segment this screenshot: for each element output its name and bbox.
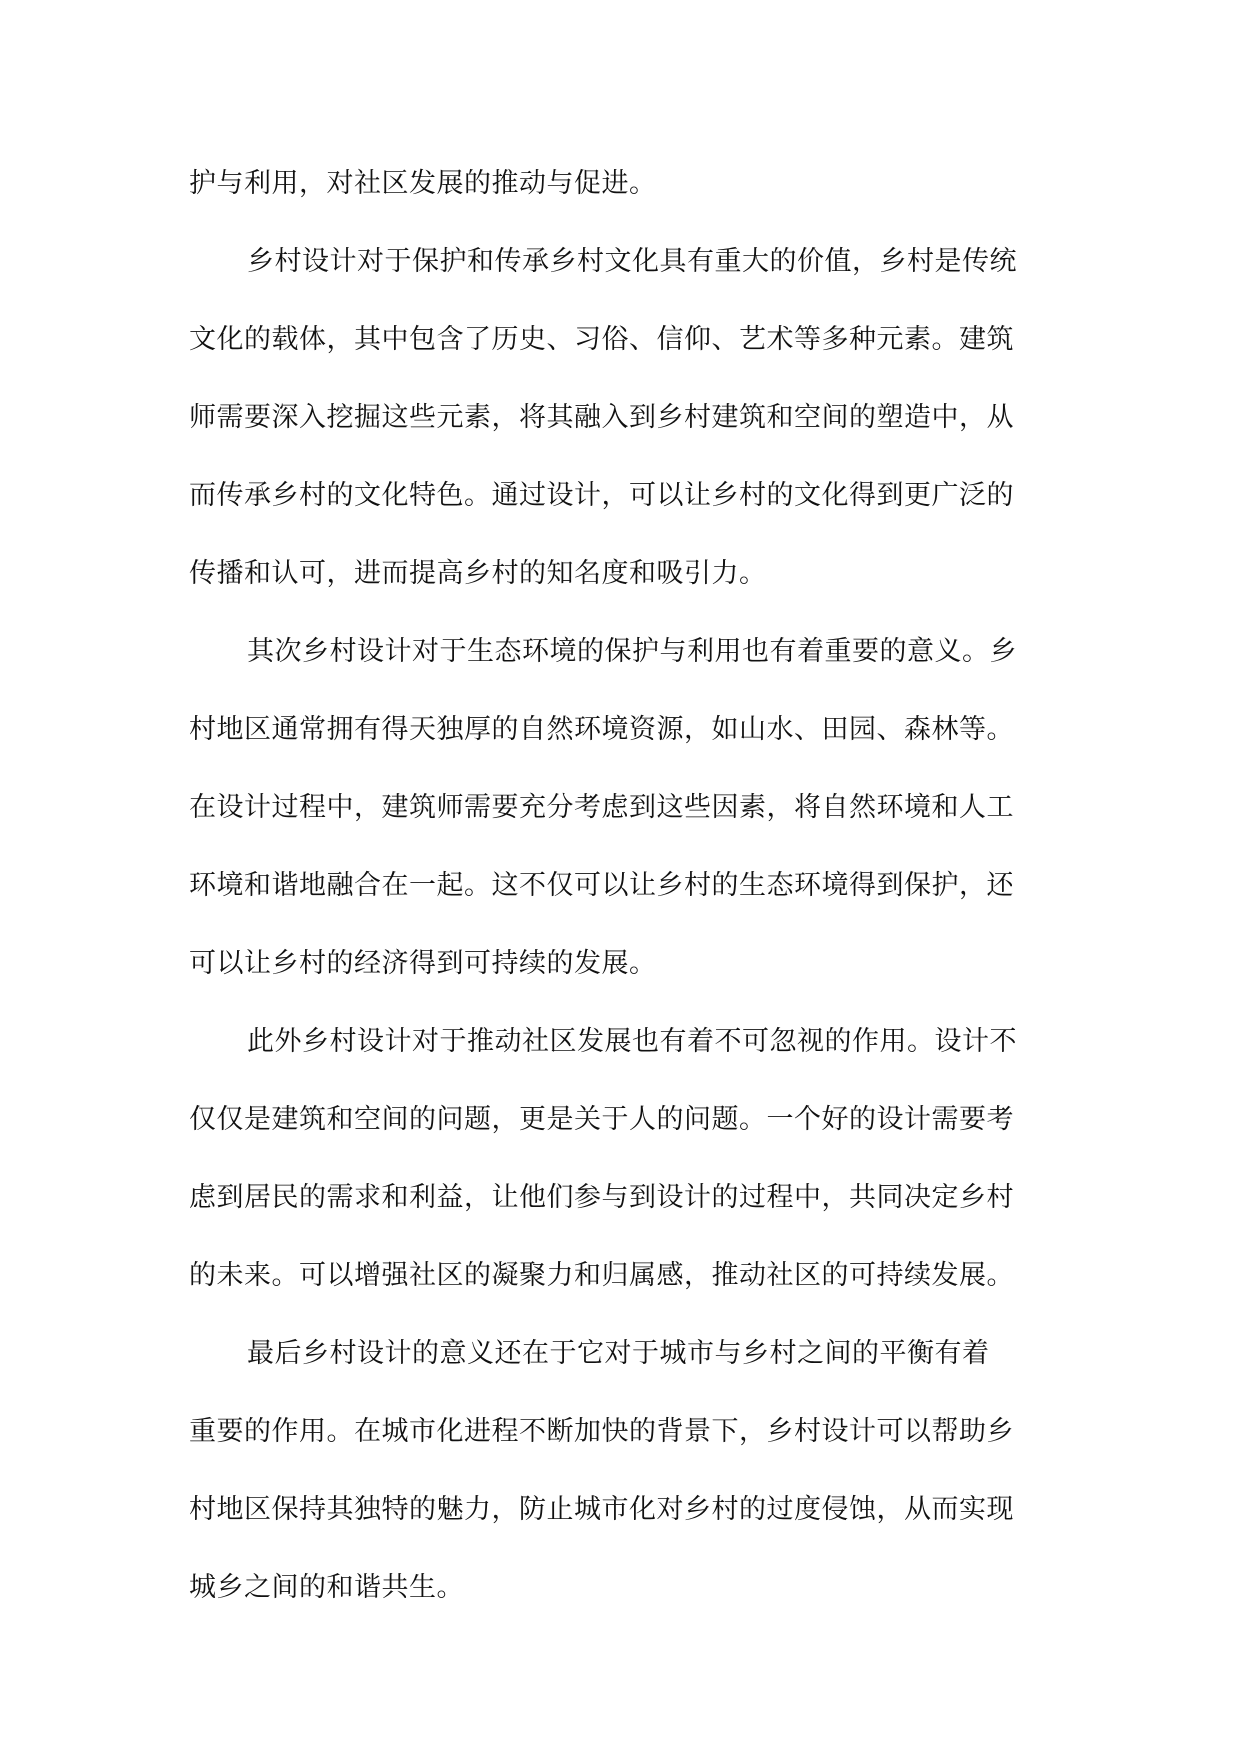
text-line-8: 村地区通常拥有得天独厚的自然环境资源，如山水、田园、森林等。 [189,714,1014,745]
text-line-10: 环境和谐地融合在一起。这不仅可以让乡村的生态环境得到保护，还 [189,870,1014,901]
document-body [189,145,1069,1627]
text-line-18: 村地区保持其独特的魅力，防止城市化对乡村的过度侵蚀，从而实现 [189,1494,1014,1525]
text-line-16: 最后乡村设计的意义还在于它对于城市与乡村之间的平衡有着 [247,1338,990,1369]
text-line-5: 而传承乡村的文化特色。通过设计，可以让乡村的文化得到更广泛的 [189,480,1014,511]
text-line-9: 在设计过程中，建筑师需要充分考虑到这些因素，将自然环境和人工 [189,792,1014,823]
text-line-3: 文化的载体，其中包含了历史、习俗、信仰、艺术等多种元素。建筑 [189,324,1014,355]
text-line-7: 其次乡村设计对于生态环境的保护与利用也有着重要的意义。乡 [247,636,1017,667]
text-line-11: 可以让乡村的经济得到可持续的发展。 [189,948,657,979]
text-line-1: 护与利用，对社区发展的推动与促进。 [189,168,657,199]
text-line-2: 乡村设计对于保护和传承乡村文化具有重大的价值，乡村是传统 [247,246,1017,277]
text-line-13: 仅仅是建筑和空间的问题，更是关于人的问题。一个好的设计需要考 [189,1104,1014,1135]
text-line-19: 城乡之间的和谐共生。 [189,1572,464,1603]
text-line-15: 的未来。可以增强社区的凝聚力和归属感，推动社区的可持续发展。 [189,1260,1014,1291]
text-line-12: 此外乡村设计对于推动社区发展也有着不可忽视的作用。设计不 [247,1026,1017,1057]
text-line-4: 师需要深入挖掘这些元素，将其融入到乡村建筑和空间的塑造中，从 [189,402,1014,433]
text-line-6: 传播和认可，进而提高乡村的知名度和吸引力。 [189,558,767,589]
text-line-14: 虑到居民的需求和利益，让他们参与到设计的过程中，共同决定乡村 [189,1182,1014,1213]
text-line-17: 重要的作用。在城市化进程不断加快的背景下，乡村设计可以帮助乡 [189,1416,1014,1447]
